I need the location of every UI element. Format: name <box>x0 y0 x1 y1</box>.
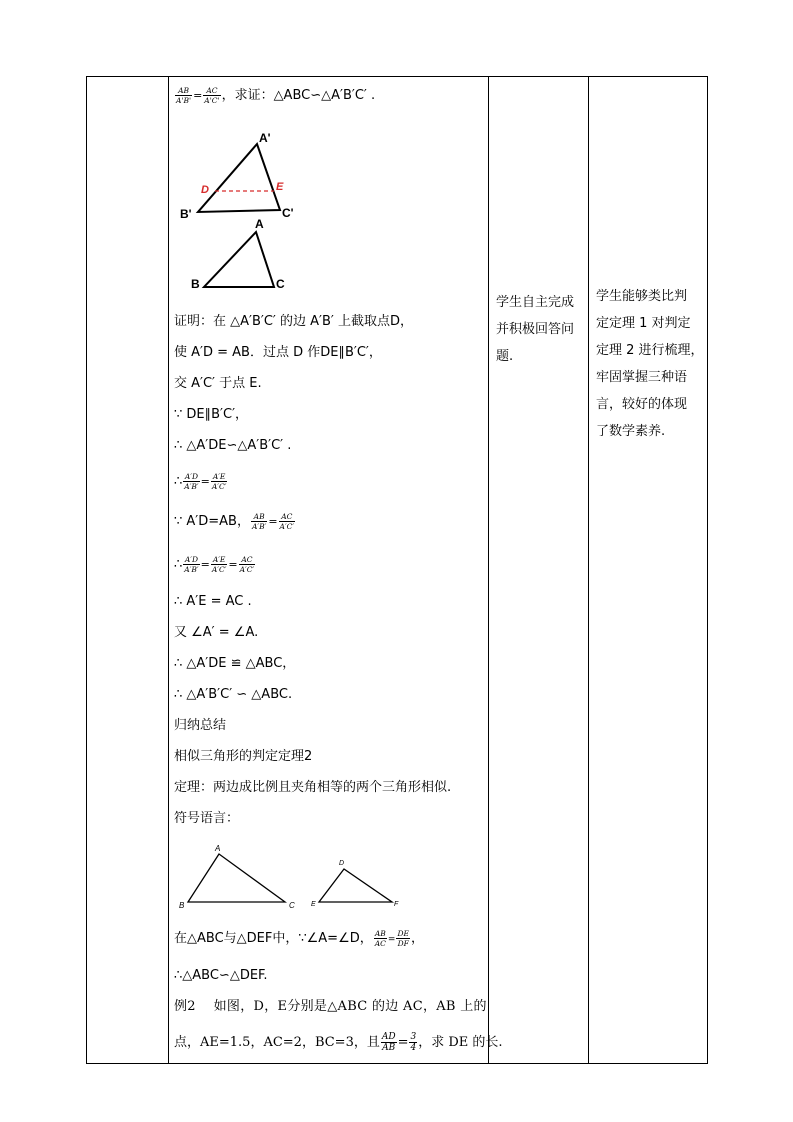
proof-line-2: 使 A′D = AB．过点 D 作DE∥B′C′， <box>174 345 382 360</box>
label-c: C <box>276 277 285 291</box>
table-left-border <box>86 76 87 1064</box>
fig2-label-a: A <box>215 844 221 853</box>
proof-line-12: ∴ △A′B′C′ ∽ △ABC. <box>174 687 293 702</box>
fraction: $\frac{A'D}{A'B'}$ <box>184 555 199 574</box>
fraction: $\frac{AB}{AC}$ <box>374 929 386 948</box>
proof-line-7: ∵ A′D=AB， $\frac{AB}{A'B'}$ = $\frac{AC}{A'C'}$ <box>174 512 295 531</box>
proof-line-4: ∵ DE∥B′C′， <box>174 407 249 422</box>
prove-statement: ，求证：△ABC∽△A′B′C′ . <box>221 88 376 103</box>
label-b: B <box>191 277 200 291</box>
fraction: $\frac{AC}{A'C'}$ <box>279 512 295 531</box>
given-ratio-right: $\frac{AC}{A'C'}$ <box>204 86 220 105</box>
proof-line-6: ∴ $\frac{A'D}{A'B'}$ = $\frac{A'E}{A'C'}$ <box>174 472 227 491</box>
fig2-label-f: F <box>394 901 399 908</box>
label-d: D <box>201 184 209 196</box>
fraction: $\frac{A'E}{A'C'}$ <box>211 472 227 491</box>
column-divider-3 <box>588 76 589 1064</box>
triangle-figure-1 <box>170 122 320 292</box>
proof-line-8: ∴ $\frac{A'D}{A'B'}$ = $\frac{A'E}{A'C'}$ = $\frac{AC}{A'C'}$ <box>174 555 255 574</box>
fraction: $\frac{AB}{A'B'}$ <box>251 512 267 531</box>
example-line-1: 例2 如图，D，E分别是△ABC 的边 AC，AB 上的 <box>174 999 487 1014</box>
design-intent-line: 牢固掌握三种语 <box>596 370 688 385</box>
given-ratio-left: $\frac{AB}{A'B'}$ <box>176 86 192 105</box>
symbol-language-label: 符号语言： <box>174 811 240 826</box>
student-activity-line: 学生自主完成 <box>496 295 575 310</box>
student-activity-line: 题. <box>496 349 514 364</box>
triangle-def <box>319 869 392 902</box>
table-bottom-border <box>86 1063 708 1064</box>
proof-line-3: 交 A′C′ 于点 E. <box>174 376 262 391</box>
proof-line-1: 证明：在 △A′B′C′ 的边 A′B′ 上截取点D， <box>174 314 413 329</box>
theorem-title: 相似三角形的判定定理2 <box>174 749 313 764</box>
design-intent-line: 言，较好的体现 <box>596 397 688 412</box>
example-line-2: 点，AE=1.5，AC=2，BC=3，且 $\frac{AD}{AB}$ = $\frac{3}{4}$ ，求 DE 的长. <box>174 1032 503 1053</box>
fraction: $\frac{3}{4}$ <box>410 1032 417 1053</box>
fig2-label-d: D <box>339 860 345 867</box>
theorem-statement: 定理：两边成比例且夹角相等的两个三角形相似. <box>174 780 452 795</box>
fig2-label-e: E <box>311 901 316 908</box>
label-a: A <box>255 217 264 231</box>
fig2-label-c: C <box>289 901 295 910</box>
design-intent-line: 定定理 1 对判定 <box>596 316 691 331</box>
fraction: $\frac{AD}{AB}$ <box>381 1032 396 1053</box>
label-e: E <box>276 181 284 193</box>
triangle-abc-2 <box>188 854 285 902</box>
symbolic-statement: 在△ABC与△DEF中，∵∠A=∠D， $\frac{AB}{AC}$ = $\frac{DE}{DF}$ ， <box>174 929 424 948</box>
proof-line-11: ∴ △A′DE ≌ △ABC， <box>174 656 296 671</box>
proof-line-9: ∴ A′E = AC . <box>174 594 252 609</box>
column-divider-1 <box>168 76 169 1064</box>
label-b1: B' <box>180 207 192 221</box>
given-condition: $\frac{AB}{A'B'}$ = $\frac{AC}{A'C'}$ ，求证：△ABC∽△A′B′C′ . <box>176 86 376 105</box>
fraction: $\frac{A'D}{A'B'}$ <box>184 472 199 491</box>
student-activity-line: 并积极回答问 <box>496 322 575 337</box>
label-a1: A' <box>259 131 271 145</box>
fraction: $\frac{A'E}{A'C'}$ <box>211 555 227 574</box>
design-intent-text <box>596 283 704 445</box>
design-intent-line: 学生能够类比判 <box>596 289 688 304</box>
student-activity-text <box>496 289 574 370</box>
table-right-border <box>707 76 708 1064</box>
design-intent-line: 了数学素养. <box>596 424 666 439</box>
table-top-border <box>86 76 708 77</box>
triangle-a1b1c1 <box>198 144 280 212</box>
fig2-label-b: B <box>179 901 185 910</box>
triangle-abc <box>204 232 274 287</box>
proof-line-5: ∴ △A′DE∽△A′B′C′ . <box>174 438 292 453</box>
proof-line-10: 又 ∠A′ = ∠A. <box>174 625 259 640</box>
summary-heading: 归纳总结 <box>174 718 227 733</box>
fraction: $\frac{AC}{A'C'}$ <box>239 555 255 574</box>
design-intent-line: 定理 2 进行梳理， <box>596 343 704 358</box>
symbolic-conclusion: ∴△ABC∽△DEF. <box>174 968 268 983</box>
fraction: $\frac{DE}{DF}$ <box>397 929 409 948</box>
label-c1: C' <box>282 206 294 220</box>
column-divider-2 <box>488 76 489 1064</box>
triangle-figure-2 <box>172 840 412 915</box>
